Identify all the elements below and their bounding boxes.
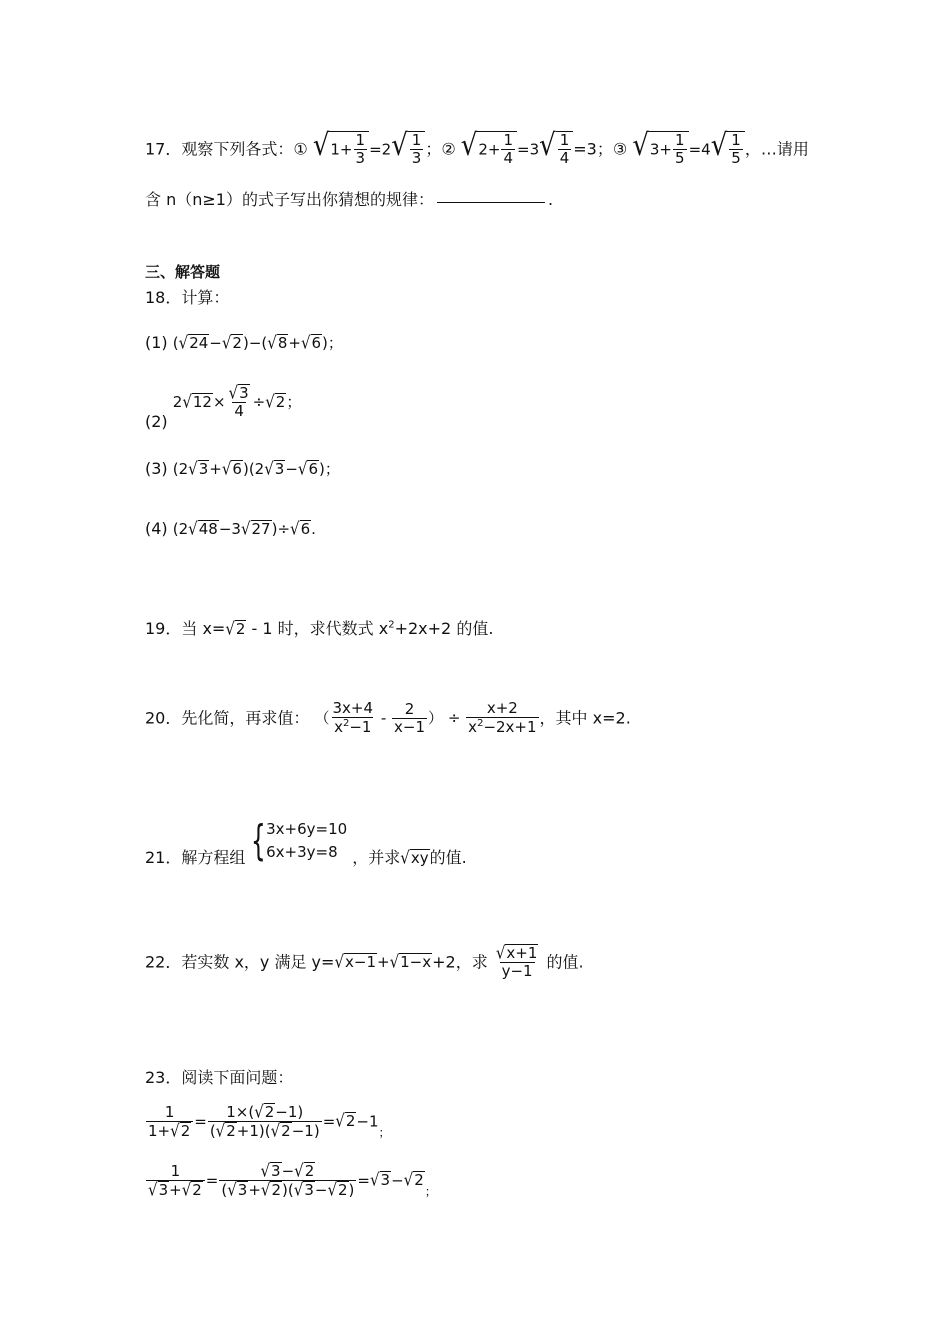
question-22: 22．若实数 x，y 满足 y=√x−1+√1−x+2，求 $\frac{√x+1}{y-1}$ 的值.	[145, 942, 584, 981]
q18-part-1: (1) (√24−√2)−(√8+√6)；	[145, 332, 343, 354]
q18-part-2: (2) 2√12× $\frac{√3}{4}$ ÷√2；	[145, 382, 302, 431]
q18-part-3: (3) (2√3+√6)(2√3−√6)；	[145, 458, 340, 480]
sqrt-expression: √3+ $\frac{1}{5}$	[632, 131, 688, 168]
q17-label: 17．观察下列各式：	[145, 139, 294, 159]
q18-part-4: (4) (2√48−3√27)÷√6.	[145, 518, 316, 540]
question-23-label: 23．阅读下面问题：	[145, 1068, 294, 1087]
question-19: 19．当 x=√2 - 1 时，求代数式 $x^2+2x+2$ 的值.	[145, 618, 494, 640]
q23-example-1: $\frac{1}{1+√2}$ = $\frac{1\times(√2-1)}{(√2+1)(√2-1)}$ $=√2-1_;$	[148, 1101, 391, 1142]
question-20: 20．先化简，再求值： （ $\frac{3x+4}{x^2-1}$ - $\frac{2}{x-1}$ ） ÷ $\frac{x+2}{x^2-2x+1}$ ，其中 x=2.	[145, 699, 631, 737]
circled-2: ②	[441, 139, 456, 159]
question-21: 21．解方程组 { 3x+6y=10 6x+3y=8 ，并求√xy的值.	[145, 815, 467, 869]
circled-3: ③	[612, 139, 628, 159]
section-heading: 三、解答题	[145, 263, 221, 281]
sqrt-expression: √ $\frac{1}{4}$	[539, 131, 573, 168]
question-17-line-2: 含 n（n≥1）的式子写出你猜想的规律： .	[145, 190, 554, 209]
sqrt-expression: √ $\frac{1}{5}$	[711, 131, 745, 168]
answer-blank[interactable]	[437, 202, 545, 203]
sqrt-expression: √ $\frac{1}{3}$	[391, 131, 425, 168]
question-18-label: 18．计算：	[145, 288, 230, 307]
sqrt-expression: √1+ $\frac{1}{3}$	[313, 131, 369, 168]
circled-1: ①	[293, 139, 308, 159]
q23-example-2: $\frac{1}{√3+√2}$ = $\frac{√3-√2}{(√3+√2)(√3-√2)}$ $=√3-√2_;$	[148, 1160, 437, 1201]
sqrt-expression: √2+ $\frac{1}{4}$	[461, 131, 517, 168]
question-17-line-1: 17．观察下列各式：① √1+ $\frac{1}{3}$ =2√ $\frac{1}{3}$ ；② √2+ $\frac{1}{4}$ =3√ $\frac{1}{4}$ =3；③ √3+ $\frac{1}{5}$ =4√ $\frac{1}{5}$ ，…请用	[145, 129, 809, 168]
